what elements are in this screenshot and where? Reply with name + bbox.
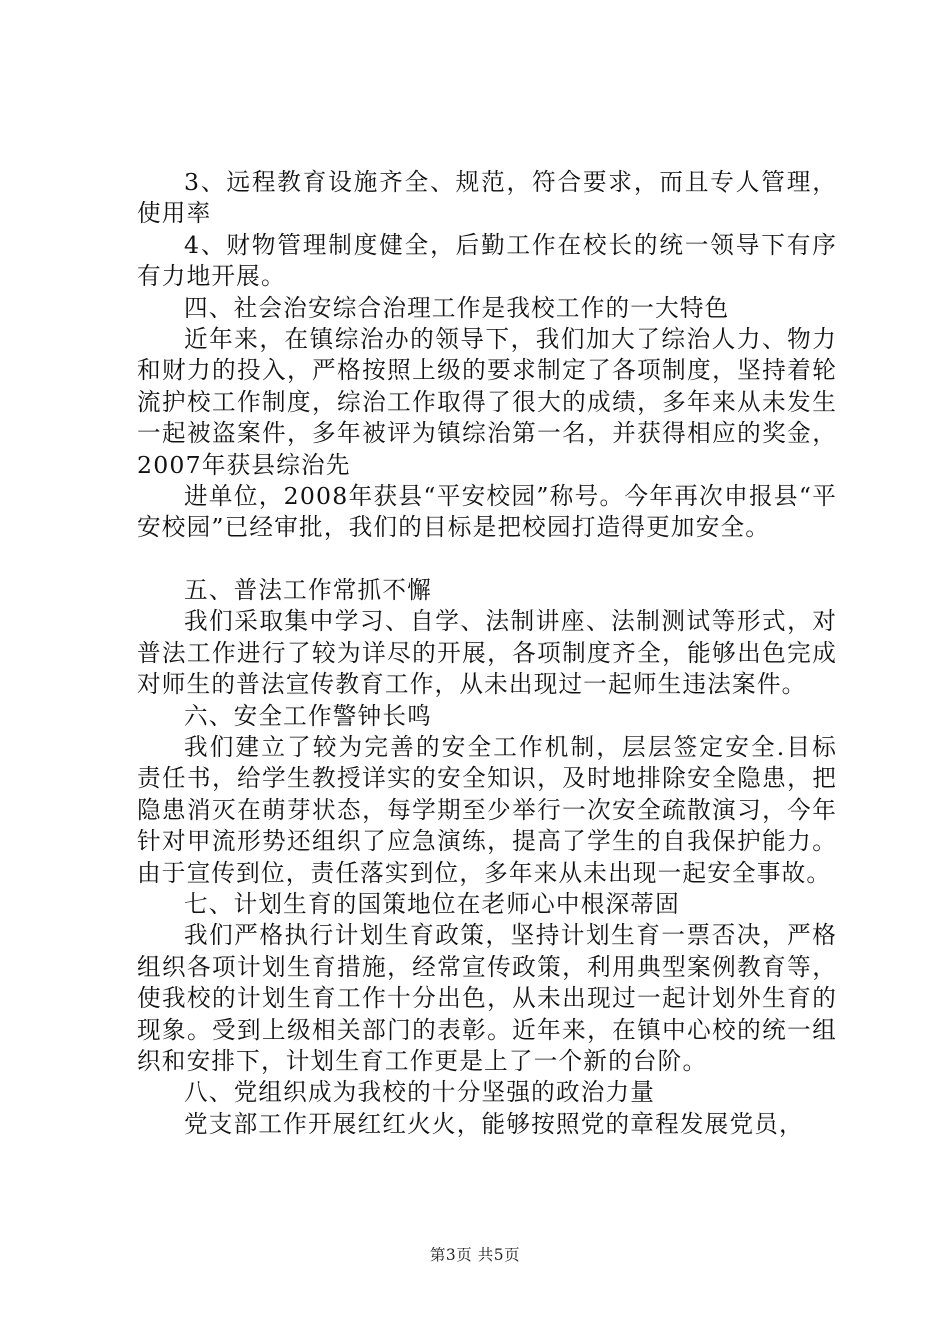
paragraph-item-3: 3、远程教育设施齐全、规范，符合要求，而且专人管理，使用率 bbox=[137, 168, 837, 228]
section-heading-6: 六、安全工作警钟长鸣 bbox=[184, 701, 432, 730]
page-number-footer: 第3页 共5页 bbox=[429, 1246, 521, 1264]
paragraph-party-branch: 党支部工作开展红红火火，能够按照党的章程发展党员， bbox=[184, 1109, 804, 1138]
paragraph-safety-work: 我们建立了较为完善的安全工作机制，层层签定安全.目标责任书，给学生教授详实的安全知识，及时地排除安全隐患，把隐患消灭在萌芽状态，每学期至少举行一次安全疏散演习，今年针对甲流形势还组织了应急演练，提高了学生的自我保护能力。由于宣传到位，责任落实到位，多年来从未出现一起安全事故。 bbox=[137, 732, 837, 887]
paragraph-gap bbox=[137, 544, 837, 575]
paragraph-safe-campus: 进单位，2008年获县“平安校园”称号。今年再次申报县“平安校园”已经审批，我们的目标是把校园打造得更加安全。 bbox=[137, 482, 837, 542]
paragraph-law-education: 我们采取集中学习、自学、法制讲座、法制测试等形式，对普法工作进行了较为详尽的开展，各项制度齐全，能够出色完成对师生的普法宣传教育工作，从未出现过一起师生违法案件。 bbox=[137, 607, 837, 699]
section-heading-4: 四、社会治安综合治理工作是我校工作的一大特色 bbox=[184, 293, 730, 322]
paragraph-security-work: 近年来，在镇综治办的领导下，我们加大了综治人力、物力和财力的投入，严格按照上级的要求制定了各项制度，坚持着轮流护校工作制度，综治工作取得了很大的成绩，多年来从未发生一起被盗案件，多年被评为镇综治第一名，并获得相应的奖金，2007年获县综治先 bbox=[137, 325, 837, 479]
document-body bbox=[137, 167, 837, 1140]
section-heading-8: 八、党组织成为我校的十分坚强的政治力量 bbox=[184, 1078, 656, 1107]
section-heading-5: 五、普法工作常抓不懈 bbox=[184, 575, 432, 604]
paragraph-item-4: 4、财物管理制度健全，后勤工作在校长的统一领导下有序有力地开展。 bbox=[137, 230, 837, 291]
section-heading-7: 七、计划生育的国策地位在老师心中根深蒂固 bbox=[184, 889, 680, 918]
paragraph-family-planning: 我们严格执行计划生育政策，坚持计划生育一票否决，严格组织各项计划生育措施，经常宣传政策，利用典型案例教育等，使我校的计划生育工作十分出色，从未出现过一起计划外生育的现象。受到上级相关部门的表彰。近年来，在镇中心校的统一组织和安排下，计划生育工作更是上了一个新的台阶。 bbox=[137, 921, 837, 1075]
